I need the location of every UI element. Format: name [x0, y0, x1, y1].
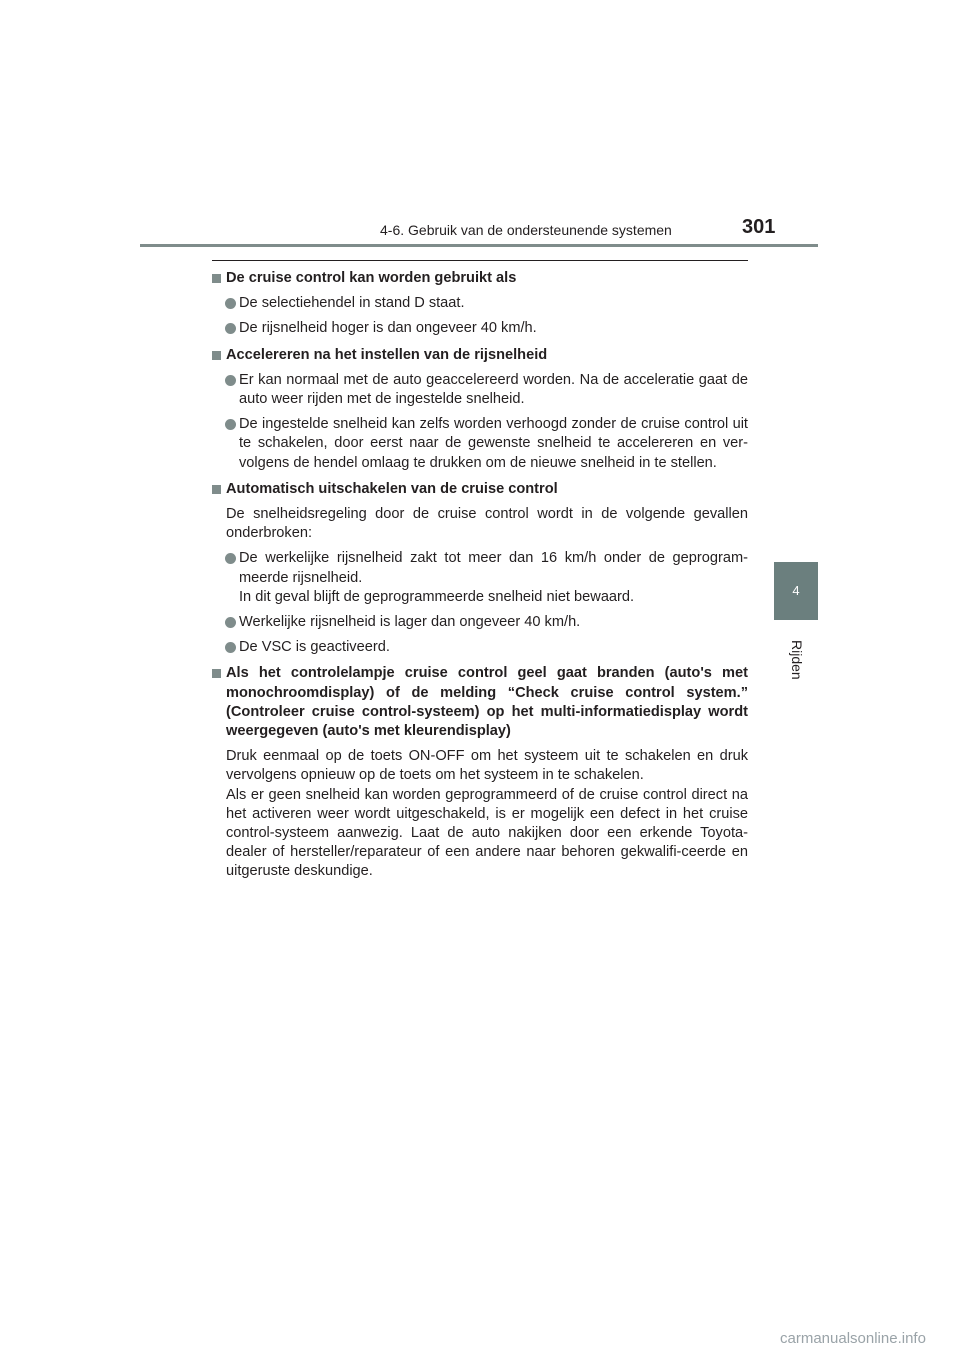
circle-bullet-icon — [225, 553, 236, 564]
chapter-tab-label: Rijden — [789, 640, 805, 680]
list-item: De selectiehendel in stand D staat. — [212, 294, 748, 313]
section-accelerating — [212, 346, 748, 473]
section-title: Als het controlelampje cruise control geel gaat branden (auto's met monochroomdisplay) of de melding “Check cruise control system.” (Controleer cruise control-systeem) op het multi-informatiedisplay wordt weergegeven (auto's met kleurendisplay) — [212, 664, 748, 741]
circle-bullet-icon — [225, 298, 236, 309]
list-item: De werkelijke rijsnelheid zakt tot meer dan 16 km/h onder de geprogram-meerde rijsnelheid. In dit geval blijft de geprogrammeerde snelheid niet bewaard. — [212, 549, 748, 607]
section-warning-light — [212, 664, 748, 881]
section-usage-conditions — [212, 269, 748, 339]
content-divider — [212, 260, 748, 261]
square-bullet-icon — [212, 485, 221, 494]
circle-bullet-icon — [225, 419, 236, 430]
header-divider — [140, 244, 818, 247]
circle-bullet-icon — [225, 375, 236, 386]
square-bullet-icon — [212, 669, 221, 678]
list-item: Er kan normaal met de auto geaccelereerd worden. Na de acceleratie gaat de auto weer rijden met de ingestelde snelheid. — [212, 371, 748, 409]
square-bullet-icon — [212, 274, 221, 283]
square-bullet-icon — [212, 351, 221, 360]
list-item: De rijsnelheid hoger is dan ongeveer 40 km/h. — [212, 319, 748, 338]
page-number: 301 — [742, 216, 776, 238]
section-title: De cruise control kan worden gebruikt als — [212, 269, 748, 288]
section-title: Automatisch uitschakelen van de cruise control — [212, 480, 748, 499]
section-title: Accelereren na het instellen van de rijsnelheid — [212, 346, 748, 365]
list-item: Werkelijke rijsnelheid is lager dan ongeveer 40 km/h. — [212, 613, 748, 632]
circle-bullet-icon — [225, 323, 236, 334]
chapter-title: 4-6. Gebruik van de ondersteunende systemen — [380, 222, 672, 238]
watermark-logo: carmanualsonline.info — [780, 1330, 926, 1347]
section-intro: De snelheidsregeling door de cruise control wordt in de volgende gevallen onderbroken: — [226, 506, 748, 542]
circle-bullet-icon — [225, 642, 236, 653]
list-item: De ingestelde snelheid kan zelfs worden verhoogd zonder de cruise control uit te schakelen, door eerst naar de gewenste snelheid te accelereren en ver-volgens de hendel omlaag te drukken om de nieuwe snelheid in te stellen. — [212, 415, 748, 473]
page-content — [212, 269, 748, 889]
list-item: De VSC is geactiveerd. — [212, 638, 748, 657]
chapter-tab: 4 — [774, 562, 818, 620]
list-item-note: In dit geval blijft de geprogrammeerde snelheid niet bewaard. — [239, 588, 635, 605]
section-auto-cancel — [212, 480, 748, 658]
section-paragraph: Druk eenmaal op de toets ON-OFF om het systeem uit te schakelen en druk vervolgens opnieuw op de toets om het systeem in te schakelen. Als er geen snelheid kan worden geprogrammeerd of de cruise control direct na het activeren weer wordt uitgeschakeld, is er mogelijk een defect in het cruise control-systeem aanwezig. Laat de auto nakijken door een erkende Toyota-dealer of hersteller/reparateur of een andere naar behoren gekwalifi-ceerde en uitgeruste deskundige. — [226, 748, 748, 880]
circle-bullet-icon — [225, 617, 236, 628]
